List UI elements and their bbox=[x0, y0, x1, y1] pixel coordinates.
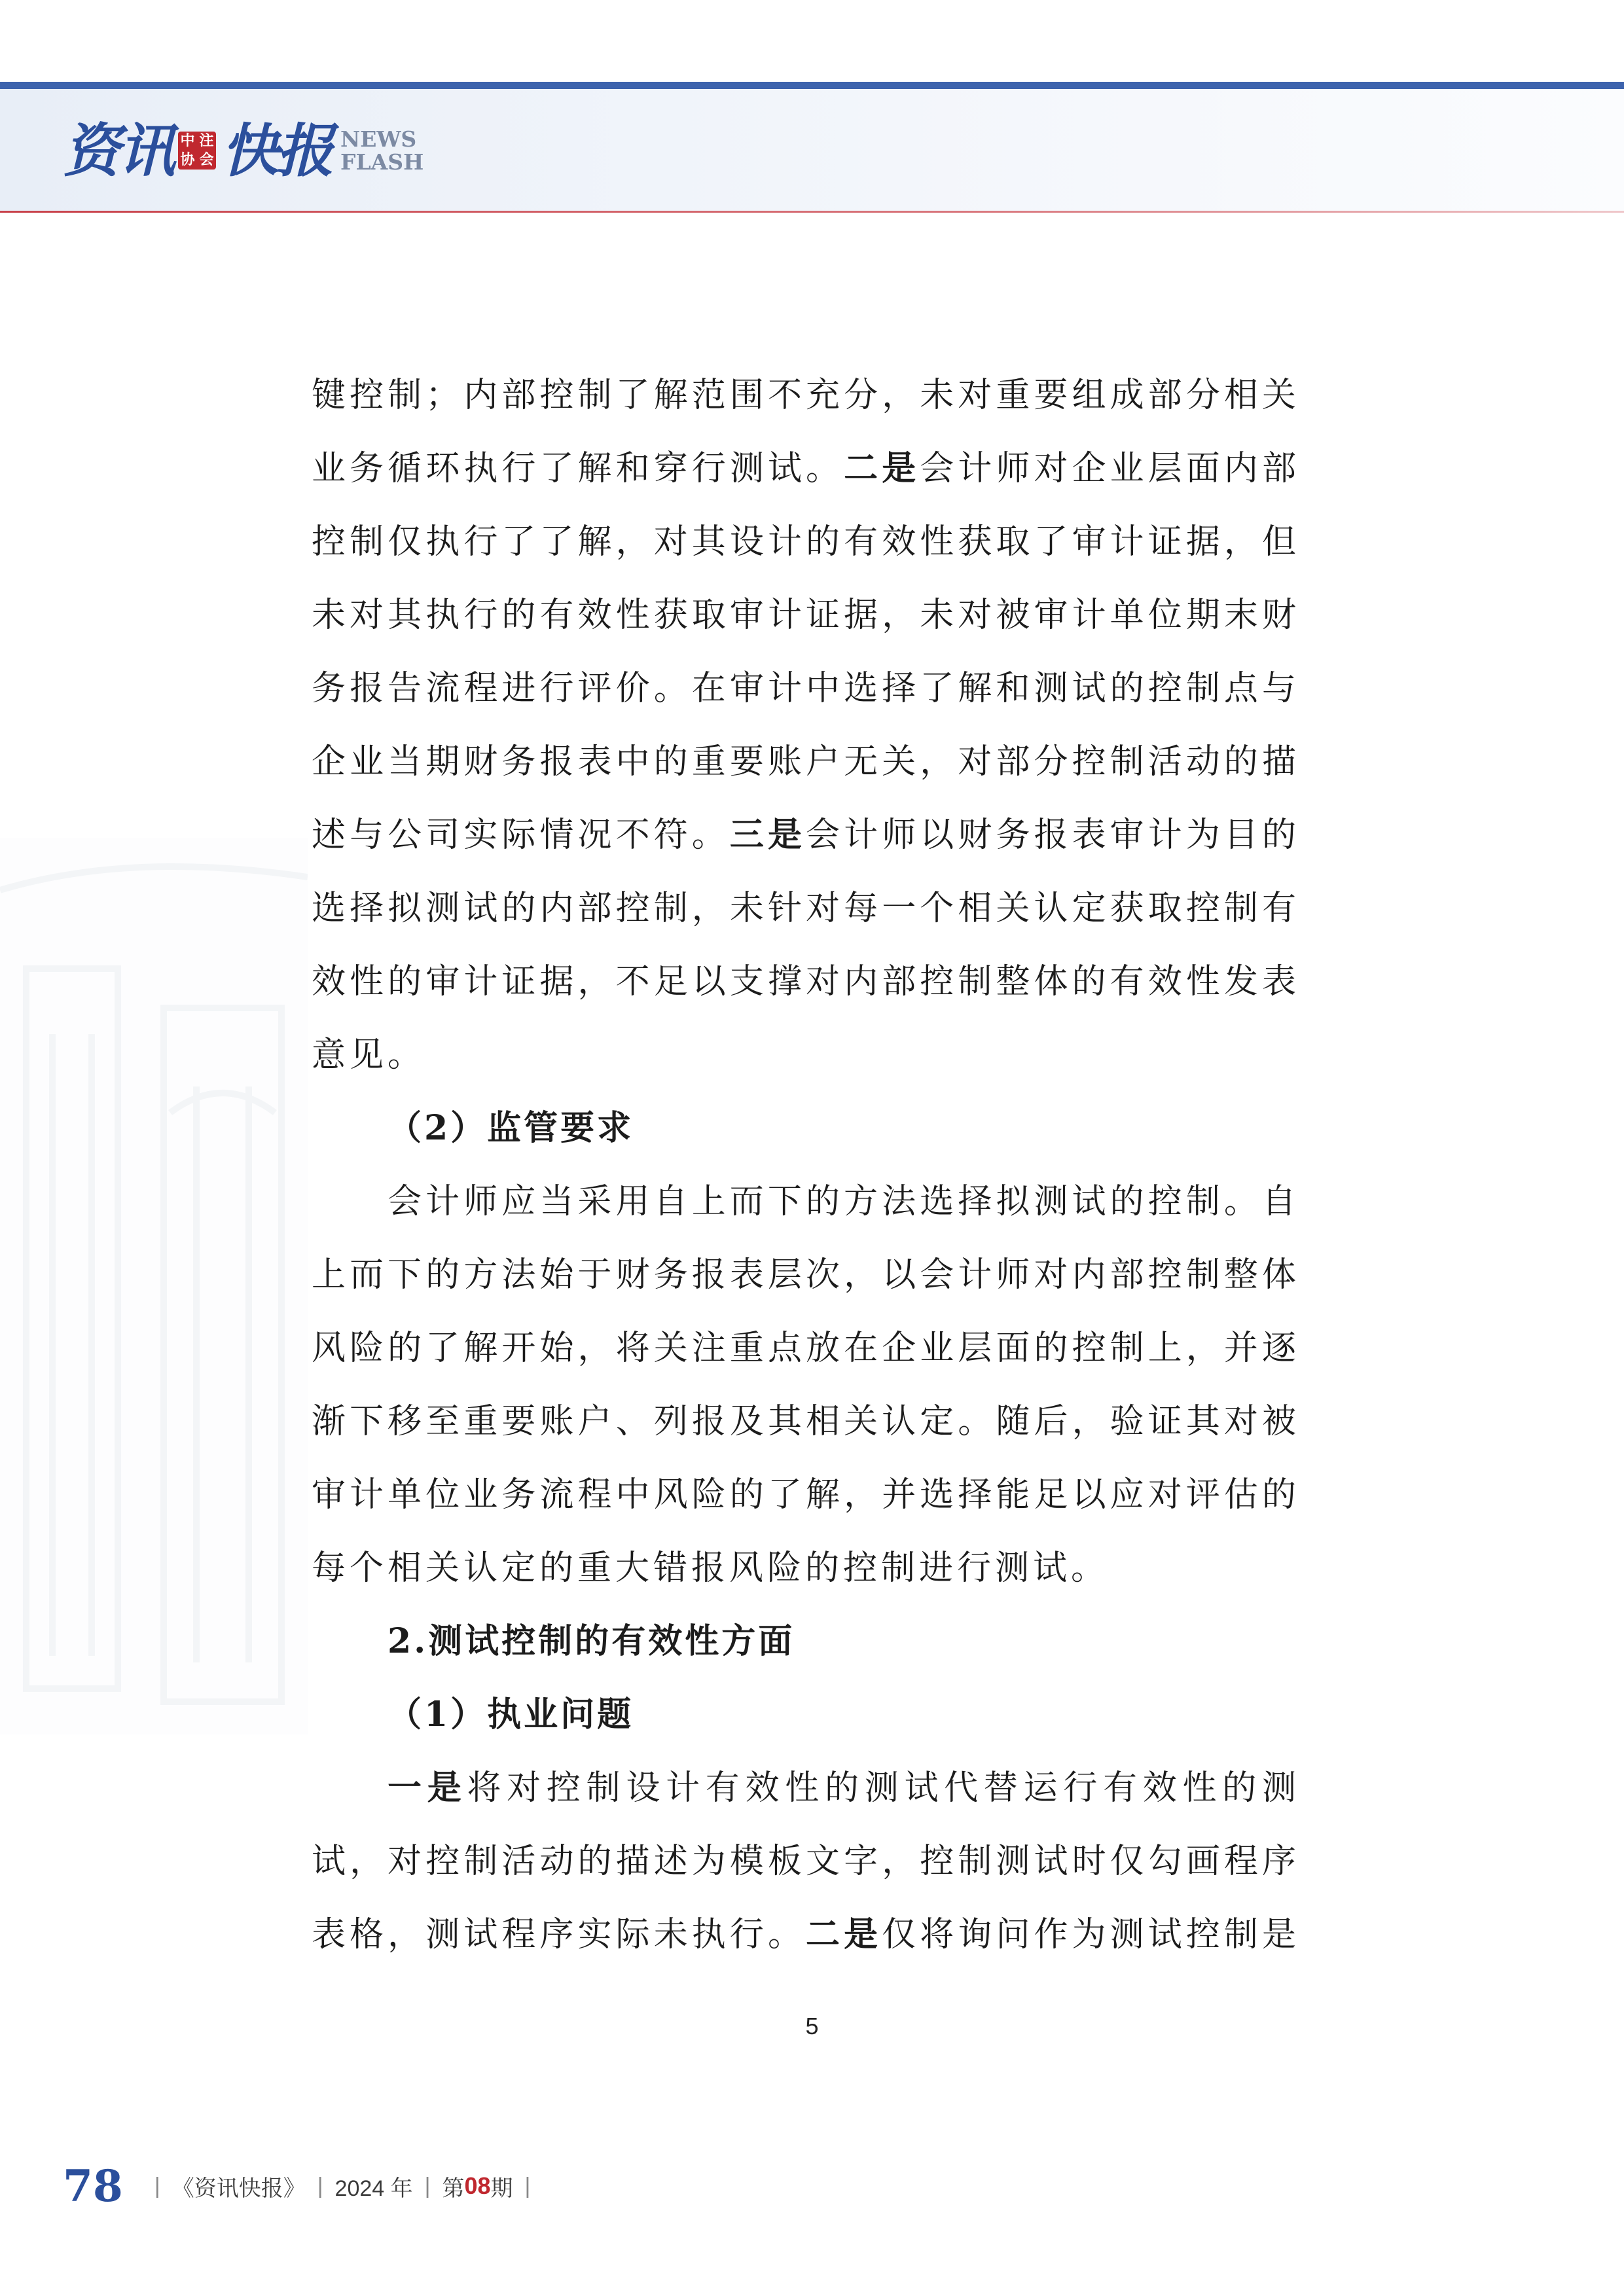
header-divider bbox=[0, 211, 1624, 213]
seal-char: 会 bbox=[199, 151, 214, 168]
footer-separator: | bbox=[317, 2173, 323, 2198]
inner-page-number: 5 bbox=[805, 2013, 819, 2039]
footer-issue-prefix: 第 bbox=[442, 2176, 465, 2201]
text-line: 上而下的方法始于财务报表层次，以会计师对内部控制整体 bbox=[312, 1255, 1300, 1295]
logo-en-line1: NEWS bbox=[340, 126, 417, 152]
text-line: 键控制；内部控制了解范围不充分，未对重要组成部分相关 bbox=[312, 376, 1300, 415]
footer bbox=[63, 2160, 542, 2212]
section-heading: （2）监管要求 bbox=[388, 1108, 634, 1148]
footer-issue-number: 08 bbox=[464, 2172, 491, 2199]
footer-year: 2024 年 bbox=[334, 2176, 413, 2201]
text-line: 未对其执行的有效性获取审计证据，未对被审计单位期末财 bbox=[312, 596, 1300, 635]
text-line: 控制仅执行了了解，对其设计的有效性获取了审计证据，但 bbox=[312, 522, 1300, 562]
text-line: 务报告流程进行评价。在审计中选择了解和测试的控制点与 bbox=[312, 669, 1300, 708]
text-line: 业务循环执行了解和穿行测试。二是会计师对企业层面内部 bbox=[312, 448, 1300, 488]
masthead-logo bbox=[63, 111, 424, 190]
text-line: 渐下移至重要账户、列报及其相关认定。随后，验证其对被 bbox=[312, 1402, 1300, 1441]
logo-en-line2: FLASH bbox=[340, 149, 424, 175]
footer-separator: | bbox=[154, 2173, 160, 2198]
footer-issue-suffix: 期 bbox=[490, 2176, 513, 2201]
section-heading: 2.测试控制的有效性方面 bbox=[388, 1621, 795, 1661]
text-line: 企业当期财务报表中的重要账户无关，对部分控制活动的描 bbox=[312, 742, 1300, 781]
footer-journal: 《资讯快报》 bbox=[171, 2176, 306, 2201]
emphasis: 二是 bbox=[806, 1914, 882, 1954]
text-line: 每个相关认定的重大错报风险的控制进行测试。 bbox=[312, 1549, 1110, 1588]
section-heading: （1）执业问题 bbox=[388, 1695, 634, 1734]
header-top-rule bbox=[0, 82, 1624, 89]
text-line: 审计单位业务流程中风险的了解，并选择能足以应对评估的 bbox=[312, 1475, 1300, 1515]
footer-separator: | bbox=[424, 2173, 431, 2198]
text-line: 表格，测试程序实际未执行。二是仅将询问作为测试控制是 bbox=[312, 1914, 1300, 1954]
footer-separator: | bbox=[524, 2173, 531, 2198]
logo-english bbox=[340, 128, 424, 173]
seal-char: 注 bbox=[199, 132, 214, 149]
logo-seal bbox=[178, 132, 216, 170]
seal-char: 协 bbox=[180, 151, 195, 168]
text-line: 试，对控制活动的描述为模板文字，控制测试时仅勾画程序 bbox=[312, 1842, 1300, 1881]
logo-text-right: 快报 bbox=[221, 117, 332, 185]
text-line: 意见。 bbox=[312, 1035, 426, 1075]
seal-char: 中 bbox=[180, 132, 195, 149]
text-line: 一是将对控制设计有效性的测试代替运行有效性的测 bbox=[388, 1768, 1300, 1808]
article-body bbox=[312, 359, 1300, 1971]
emphasis: 一是 bbox=[388, 1768, 467, 1808]
emphasis: 二是 bbox=[844, 448, 920, 488]
text-line: 述与公司实际情况不符。三是会计师以财务报表审计为目的 bbox=[312, 815, 1300, 855]
text-line: 效性的审计证据，不足以支撑对内部控制整体的有效性发表 bbox=[312, 962, 1300, 1001]
text-line: 会计师应当采用自上而下的方法选择拟测试的控制。自 bbox=[388, 1182, 1300, 1221]
footer-page-number: 78 bbox=[63, 2161, 123, 2212]
background-watermark bbox=[0, 838, 308, 1734]
emphasis: 三是 bbox=[729, 815, 806, 855]
text-line: 选择拟测试的内部控制，未针对每一个相关认定获取控制有 bbox=[312, 889, 1300, 928]
logo-text-left: 资讯 bbox=[63, 117, 173, 185]
text-line: 风险的了解开始，将关注重点放在企业层面的控制上，并逐 bbox=[312, 1329, 1300, 1368]
